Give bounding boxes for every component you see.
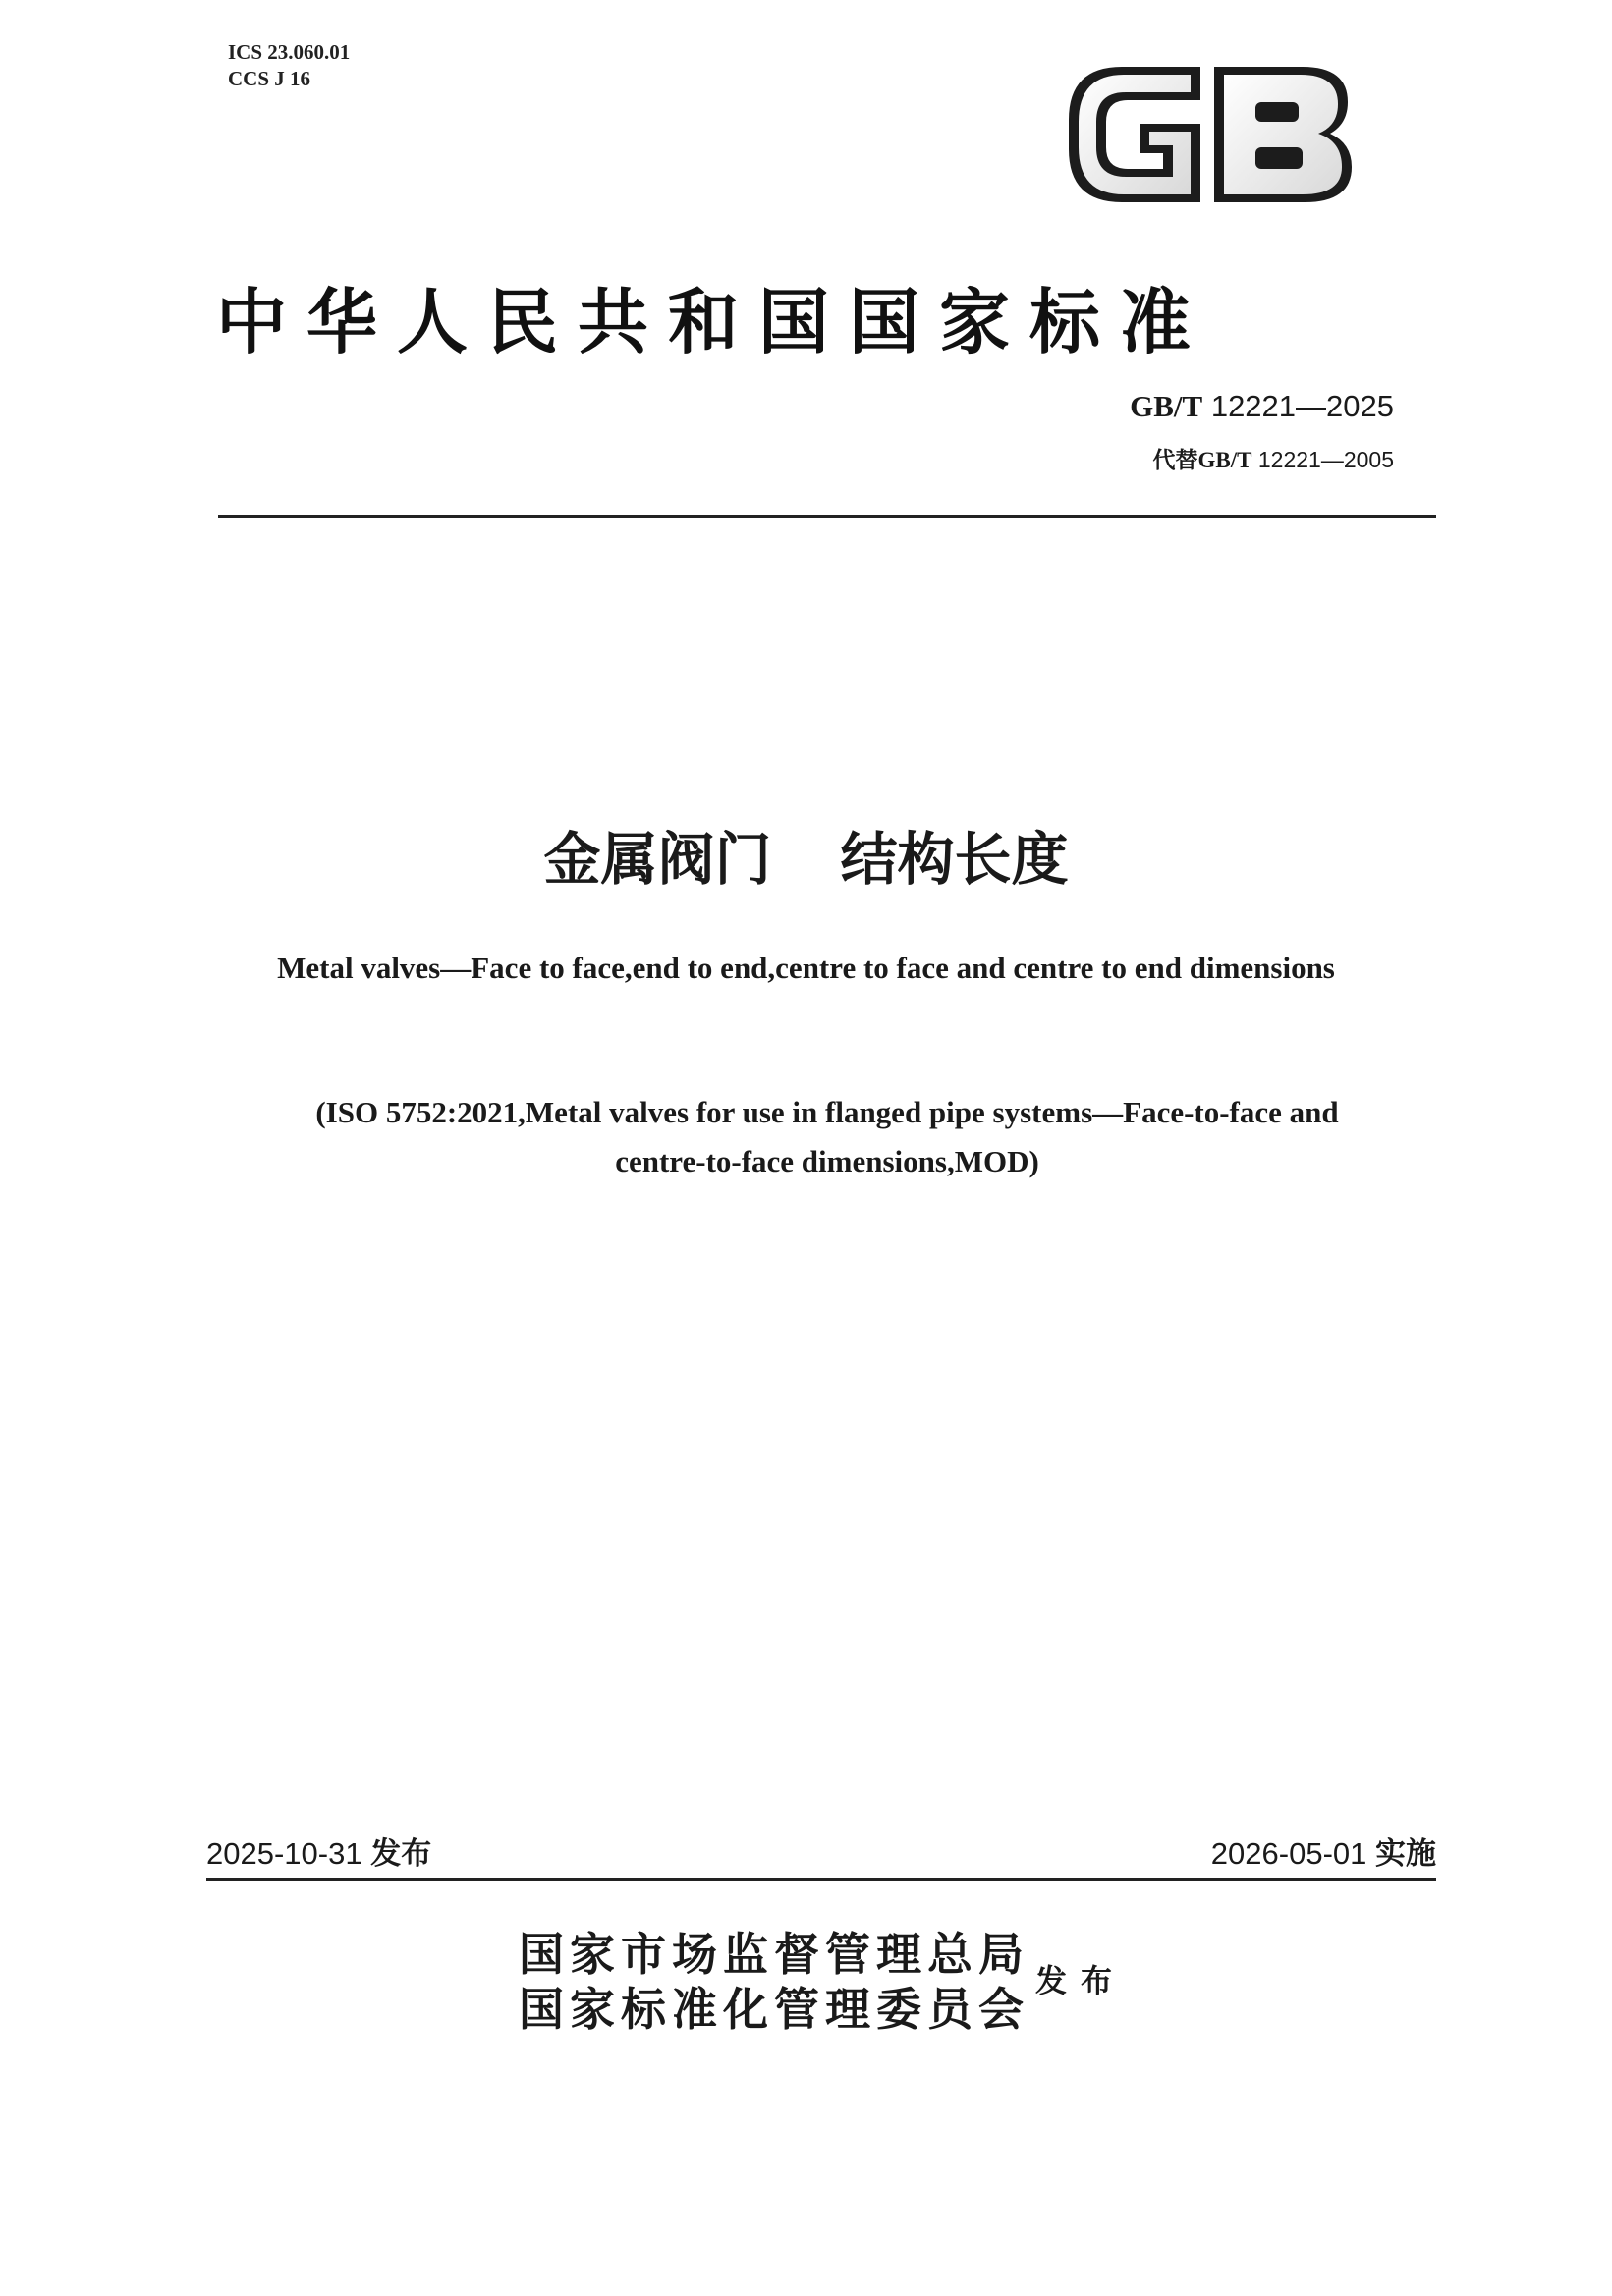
chinese-title xyxy=(0,813,1612,896)
implementation-date-value: 2026-05-01 xyxy=(1210,1836,1367,1871)
ics-code: ICS 23.060.01 xyxy=(228,40,351,64)
issue-date-label: 发布 xyxy=(370,1836,432,1872)
implementation-date xyxy=(1211,1829,1436,1873)
replaces-standard xyxy=(1153,442,1394,474)
top-divider xyxy=(218,515,1436,518)
issue-date xyxy=(206,1829,431,1873)
replaces-label: 代替 xyxy=(1152,448,1198,473)
publishers xyxy=(519,1927,1029,2037)
chinese-title-part2: 结构长度 xyxy=(840,826,1069,893)
implementation-date-label: 实施 xyxy=(1375,1836,1436,1872)
ccs-code: CCS J 16 xyxy=(228,67,311,90)
iso-reference-line1: (ISO 5752:2021,Metal valves for use in flanged pipe systems—Face-to-face and xyxy=(315,1095,1339,1129)
standard-category-title: 中华人民共和国国家标准 xyxy=(216,280,1211,363)
standard-prefix: GB/T xyxy=(1130,389,1203,423)
chinese-title-part1: 金属阀门 xyxy=(543,826,772,893)
classification-codes xyxy=(228,39,350,92)
standard-number xyxy=(1130,389,1394,424)
issue-date-value: 2025-10-31 xyxy=(206,1836,362,1871)
publish-label: 发布 xyxy=(1035,1962,1127,1999)
iso-reference xyxy=(218,1088,1436,1186)
bottom-divider xyxy=(206,1878,1436,1881)
gb-logo xyxy=(1061,59,1356,208)
standard-number-value: 12221—2025 xyxy=(1210,389,1394,423)
iso-reference-line2: centre-to-face dimensions,MOD) xyxy=(615,1144,1039,1178)
english-title: Metal valves—Face to face,end to end,centre to face and centre to end dimensions xyxy=(277,951,1335,985)
publisher-2: 国家标准化管理委员会 xyxy=(519,1983,1029,2036)
publisher-1: 国家市场监督管理总局 xyxy=(519,1928,1029,1981)
replaces-prefix: GB/T xyxy=(1197,448,1252,472)
replaces-number: 12221—2005 xyxy=(1257,447,1394,472)
